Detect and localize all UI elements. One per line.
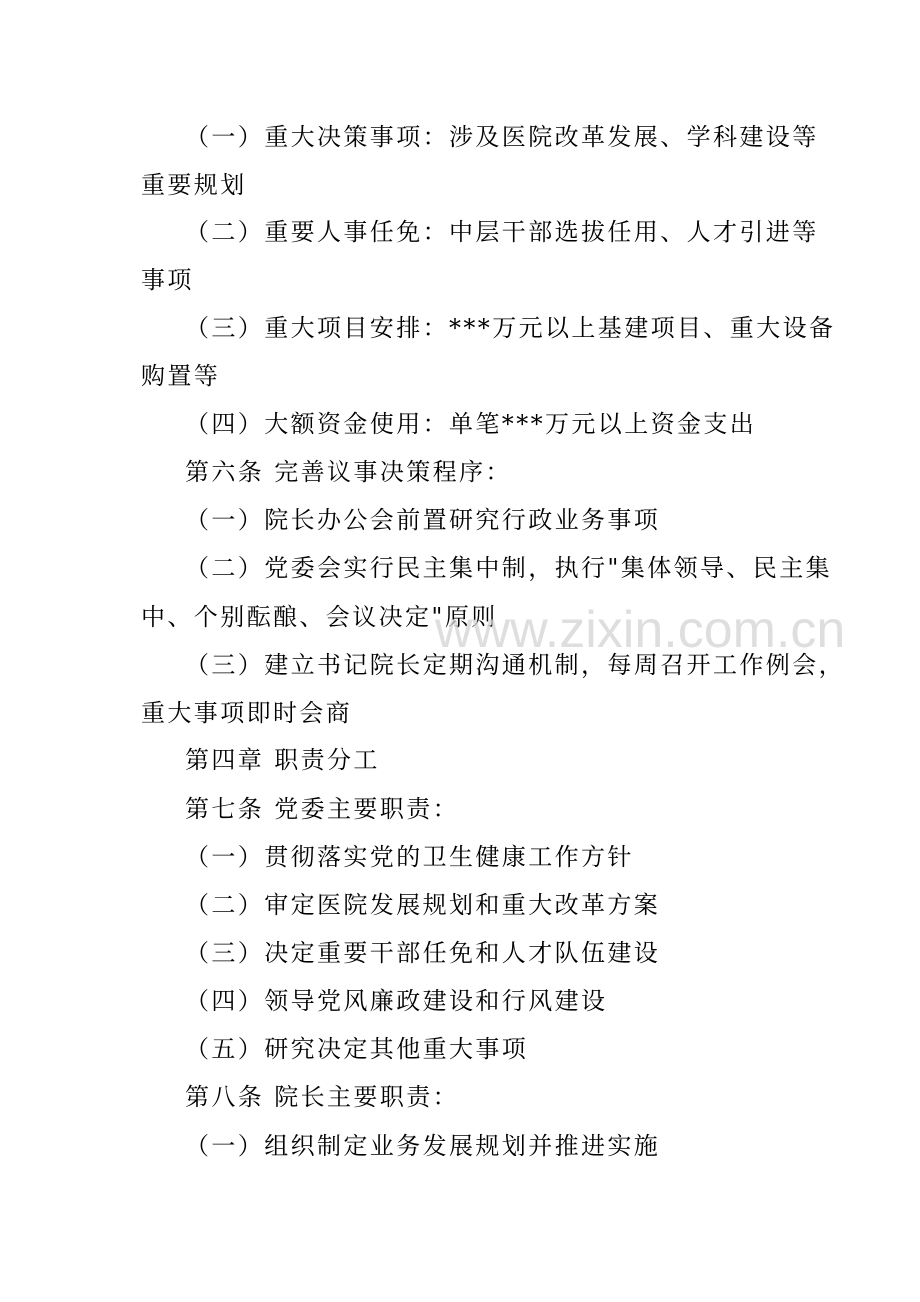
paragraph-line: （一）组织制定业务发展规划并推进实施 xyxy=(185,1132,661,1160)
paragraph-line: （五）研究决定其他重大事项 xyxy=(185,1035,529,1063)
paragraph-line: 重要规划 xyxy=(141,171,247,199)
paragraph-line: 中、个别酝酿、会议决定"原则 xyxy=(141,603,498,631)
paragraph-line: 购置等 xyxy=(141,362,221,390)
article-heading: 第八条 院长主要职责： xyxy=(185,1083,460,1111)
paragraph-line: 事项 xyxy=(141,266,194,294)
paragraph-line: 重大事项即时会商 xyxy=(141,699,353,727)
watermark: www.zixin.com.cn xyxy=(435,601,846,659)
chapter-heading: 第四章 职责分工 xyxy=(185,746,380,774)
paragraph-line: （三）决定重要干部任免和人才队伍建设 xyxy=(185,939,661,967)
paragraph-line: （一）贯彻落实党的卫生健康工作方针 xyxy=(185,843,634,871)
paragraph-line: （一）院长办公会前置研究行政业务事项 xyxy=(185,506,661,534)
paragraph-line: （四）大额资金使用：单笔***万元以上资金支出 xyxy=(185,410,757,438)
paragraph-line: （四）领导党风廉政建设和行风建设 xyxy=(185,987,608,1015)
paragraph-line: （二）党委会实行民主集中制，执行"集体领导、民主集 xyxy=(185,554,833,582)
paragraph-line: （一）重大决策事项：涉及医院改革发展、学科建设等 xyxy=(185,123,819,151)
article-heading: 第六条 完善议事决策程序： xyxy=(185,458,512,486)
paragraph-line: （三）重大项目安排：***万元以上基建项目、重大设备 xyxy=(185,314,836,342)
paragraph-line: （二）审定医院发展规划和重大改革方案 xyxy=(185,891,661,919)
article-heading: 第七条 党委主要职责： xyxy=(185,795,460,823)
paragraph-line: （三）建立书记院长定期沟通机制，每周召开工作例会， xyxy=(185,651,845,679)
paragraph-line: （二）重要人事任免：中层干部选拔任用、人才引进等 xyxy=(185,218,819,246)
